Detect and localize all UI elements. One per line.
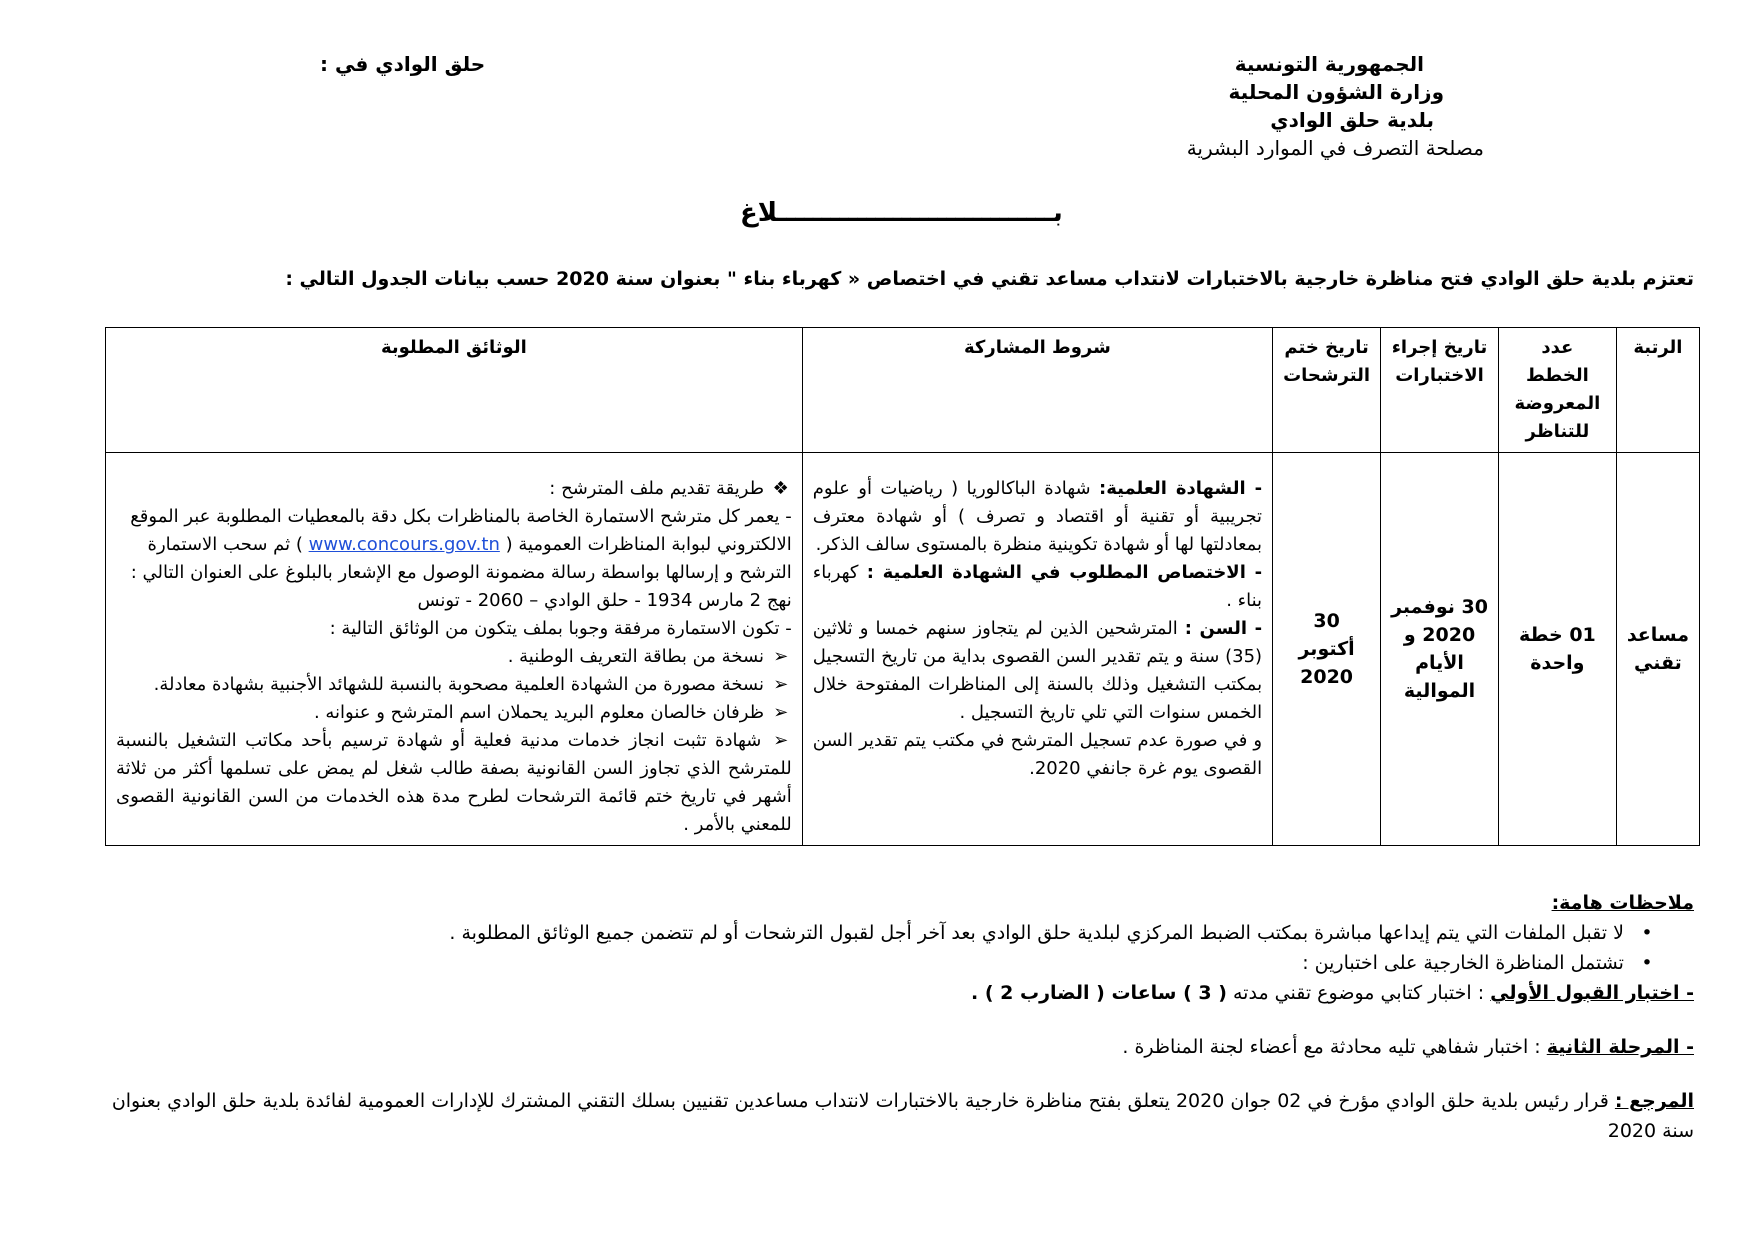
cell-positions: 01 خطة واحدة bbox=[1498, 453, 1616, 846]
age-label: - السن : bbox=[1184, 618, 1263, 639]
specialty-text: كهرباء بناء . bbox=[812, 562, 1263, 611]
degree-condition bbox=[813, 475, 1262, 559]
reference bbox=[74, 1086, 1694, 1146]
note-bullet bbox=[74, 918, 1694, 948]
document-item bbox=[116, 699, 792, 727]
submission-paragraph bbox=[116, 503, 792, 615]
exam-two bbox=[74, 1032, 1694, 1062]
bullet-icon: • bbox=[1641, 922, 1653, 944]
exam-one-duration: ( 3 ) ساعات ( الضارب 2 ) . bbox=[971, 982, 1227, 1004]
exam-one-label: - اختبار القبول الأولي bbox=[1490, 982, 1694, 1004]
degree-label: - الشهادة العلمية: bbox=[1099, 478, 1263, 499]
republic-name: الجمهورية التونسية bbox=[1234, 52, 1424, 76]
intro-paragraph: تعتزم بلدية حلق الوادي فتح مناظرة خارجية بالاختبارات لانتداب مساعد تقني في اختصاص « كهرباء بناء " بعنوان سنة 2020 حسب بيانات الجدول التالي : bbox=[285, 268, 1694, 290]
cell-documents bbox=[106, 453, 803, 846]
table-header-row bbox=[106, 328, 1700, 453]
ministry-name: وزارة الشؤون المحلية bbox=[1228, 80, 1444, 104]
document-item-text: شهادة تثبت انجاز خدمات مدنية فعلية أو شهادة ترسيم بأحد مكاتب التشغيل بالنسبة للمترشح الذي تجاوز السن القانونية بصفة طالب شغل لم يمض على تسلمها أكثر من ثلاثة أشهر في تاريخ ختم قائمة الترشحات لطرح مدة هذه الخدمات من السن القانونية القصوى للمعني بالأمر . bbox=[116, 730, 792, 835]
age-note: و في صورة عدم تسجيل المترشح في مكتب يتم تقدير السن القصوى يوم غرة جانفي 2020. bbox=[812, 730, 1263, 779]
document-item-text: نسخة مصورة من الشهادة العلمية مصحوبة بالنسبة للشهائد الأجنبية بشهادة معادلة. bbox=[153, 674, 765, 695]
diamond-bullet-icon: ❖ bbox=[772, 478, 789, 499]
document-item-text: نسخة من بطاقة التعريف الوطنية . bbox=[507, 646, 765, 667]
document-item-text: ظرفان خالصان معلوم البريد يحملان اسم المترشح و عنوانه . bbox=[313, 702, 765, 723]
notes-section bbox=[74, 888, 1694, 1146]
concours-link[interactable]: www.concours.gov.tn bbox=[308, 534, 500, 555]
submission-method bbox=[116, 475, 792, 503]
exam-two-label: - المرحلة الثانية bbox=[1546, 1036, 1694, 1058]
arrow-bullet-icon: ➢ bbox=[773, 674, 789, 695]
arrow-bullet-icon: ➢ bbox=[773, 646, 789, 667]
submission-text-b: ) ثم سحب الاستمارة الترشح و إرسالها بواسطة رسالة مضمونة الوصول مع الإشعار بالبلوغ على العنوان التالي : نهج 2 مارس 1934 - حلق الوادي – 2060 - تونس bbox=[130, 534, 792, 611]
notes-heading: ملاحظات هامة: bbox=[1551, 892, 1694, 914]
cell-exam-date: 30 نوفمبر 2020 و الأيام الموالية bbox=[1381, 453, 1499, 846]
header-exam-date: تاريخ إجراء الاختبارات bbox=[1381, 328, 1499, 453]
competition-table bbox=[105, 327, 1700, 846]
exam-one bbox=[74, 978, 1694, 1008]
header-closing-date: تاريخ ختم الترشحات bbox=[1273, 328, 1381, 453]
header-positions: عدد الخطط المعروضة للتناظر bbox=[1498, 328, 1616, 453]
document-item bbox=[116, 671, 792, 699]
bullet-icon: • bbox=[1641, 952, 1653, 974]
specialty-label: - الاختصاص المطلوب في الشهادة العلمية : bbox=[866, 562, 1263, 583]
arrow-bullet-icon: ➢ bbox=[773, 730, 789, 751]
header-rank: الرتبة bbox=[1616, 328, 1699, 453]
place-date: حلق الوادي في : bbox=[320, 52, 486, 76]
note-bullet bbox=[74, 948, 1694, 978]
submission-method-title: طريقة تقديم ملف المترشح : bbox=[549, 478, 765, 499]
reference-label: المرجع : bbox=[1614, 1090, 1694, 1112]
header-conditions: شروط المشاركة bbox=[802, 328, 1272, 453]
cell-conditions bbox=[802, 453, 1272, 846]
submission-text-a: - يعمر كل مترشح الاستمارة الخاصة بالمناظرات بكل دقة بالمعطيات المطلوبة عبر الموقع الالكتروني لبوابة المناظرات العمومية ( bbox=[130, 506, 792, 555]
notice-title: بـــــــــــــــــــــــــــــــلاغ bbox=[740, 198, 1063, 228]
exam-two-text: : اختبار شفاهي تليه محادثة مع أعضاء لجنة المناظرة . bbox=[1122, 1036, 1541, 1058]
municipality-name: بلدية حلق الوادي bbox=[1270, 108, 1434, 132]
header-documents: الوثائق المطلوبة bbox=[106, 328, 803, 453]
document-item bbox=[116, 727, 792, 839]
arrow-bullet-icon: ➢ bbox=[773, 702, 789, 723]
exam-one-text: : اختبار كتابي موضوع تقني مدته bbox=[1233, 982, 1485, 1004]
document-item bbox=[116, 643, 792, 671]
note-text: لا تقبل الملفات التي يتم إيداعها مباشرة بمكتب الضبط المركزي لبلدية حلق الوادي بعد آخر أجل لقبول الترشحات أو لم تتضمن جميع الوثائق المطلوبة . bbox=[449, 922, 1624, 944]
reference-text: قرار رئيس بلدية حلق الوادي مؤرخ في 02 جوان 2020 يتعلق بفتح مناظرة خارجية بالاختبارات لانتداب مساعدين تقنيين بسلك التقني المشترك للإدارات العمومية لفائدة بلدية حلق الوادي بعنوان سنة 2020 bbox=[111, 1090, 1694, 1142]
note-text: تشتمل المناظرة الخارجية على اختبارين : bbox=[1302, 952, 1624, 974]
age-condition bbox=[813, 615, 1262, 727]
attachment-paragraph: - تكون الاستمارة مرفقة وجوبا بملف يتكون من الوثائق التالية : bbox=[329, 618, 792, 639]
department-name: مصلحة التصرف في الموارد البشرية bbox=[1186, 136, 1484, 160]
letterhead bbox=[1074, 50, 1484, 162]
age-text: المترشحين الذين لم يتجاوز سنهم خمسا و ثلاثين (35) سنة و يتم تقدير السن القصوى بداية من تاريخ التسجيل بمكتب التشغيل وذلك بالسنة إلى المناظرات المفتوحة خلال الخمس سنوات التي تلي تاريخ التسجيل . bbox=[812, 618, 1263, 723]
cell-rank: مساعد تقني bbox=[1616, 453, 1699, 846]
table-row bbox=[106, 453, 1700, 846]
cell-closing-date: 30 أكتوبر 2020 bbox=[1273, 453, 1381, 846]
specialty-condition bbox=[813, 559, 1262, 615]
degree-text: شهادة الباكالوريا ( رياضيات أو علوم تجريبية أو تقنية أو اقتصاد و تصرف ) أو شهادة معترف بمعادلتها لها أو شهادة تكوينية منظرة بالمستوى سالف الذكر. bbox=[812, 478, 1263, 555]
